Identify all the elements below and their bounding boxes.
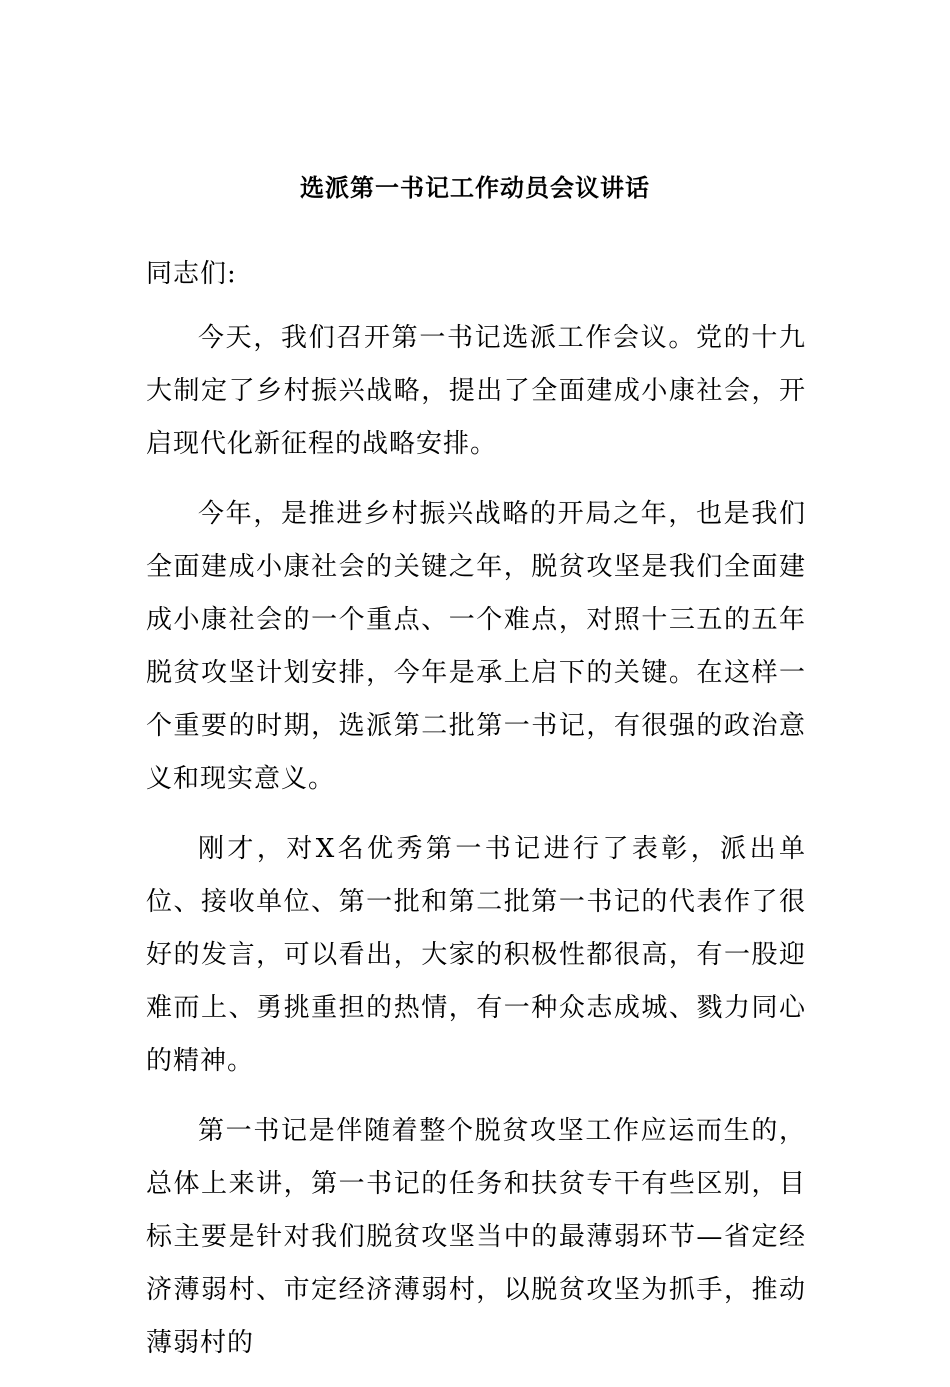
salutation: 同志们: xyxy=(146,259,237,289)
paragraph-4: 第一书记是伴随着整个脱贫攻坚工作应运而生的，总体上来讲，第一书记的任务和扶贫专干有些区别，目标主要是针对我们脱贫攻坚当中的最薄弱环节—省定经济薄弱村、市定经济薄弱村，以脱贫攻坚为抓手，推动薄弱村的 xyxy=(146,1116,806,1358)
document-title: 选派第一书记工作动员会议讲话 xyxy=(300,174,650,202)
paragraph-1: 今天，我们召开第一书记选派工作会议。党的十九大制定了乡村振兴战略，提出了全面建成小康社会，开启现代化新征程的战略安排。 xyxy=(146,323,806,459)
paragraph-2: 今年，是推进乡村振兴战略的开局之年，也是我们全面建成小康社会的关键之年，脱贫攻坚是我们全面建成小康社会的一个重点、一个难点，对照十三五的五年脱贫攻坚计划安排，今年是承上启下的关键。在这样一个重要的时期，选派第二批第一书记，有很强的政治意义和现实意义。 xyxy=(146,499,806,794)
paragraph-3: 刚才，对X名优秀第一书记进行了表彰，派出单位、接收单位、第一批和第二批第一书记的代表作了很好的发言，可以看出，大家的积极性都很高，有一股迎难而上、勇挑重担的热情，有一种众志成城、戮力同心的精神。 xyxy=(146,834,806,1076)
document-body xyxy=(146,312,806,1387)
